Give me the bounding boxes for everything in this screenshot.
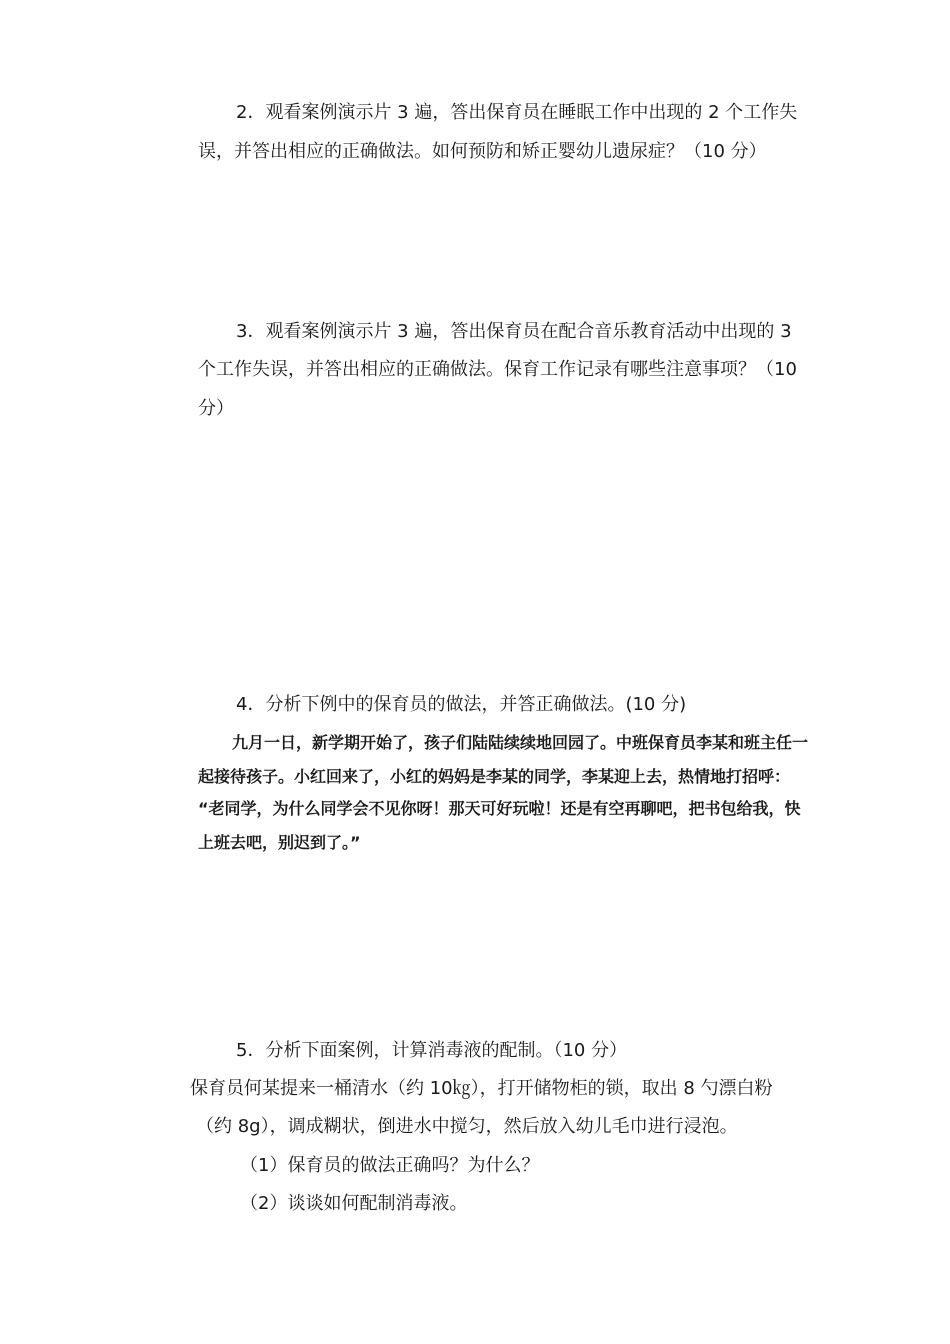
q4-title: 4．分析下例中的保育员的做法，并答正确做法。(10 分) <box>236 694 687 715</box>
q4-case-line2: 起接待孩子。小红回来了，小红的妈妈是李某的同学，李某迎上去，热情地打招呼： <box>198 767 791 786</box>
q5-case-line1: 保育员何某提来一桶清水（约 10㎏），打开储物柜的锁，取出 8 勺漂白粉 <box>190 1078 773 1099</box>
q5-subquestion-1: （1）保育员的做法正确吗？为什么？ <box>240 1155 540 1176</box>
q4-case-line3: “老同学，为什么同学会不见你呀！那天可好玩啦！还是有空再聊吧，把书包给我，快 <box>198 799 801 818</box>
q3-text-line1: 3．观看案例演示片 3 遍，答出保育员在配合音乐教育活动中出现的 3 <box>236 321 792 342</box>
q4-case-line1: 九月一日，新学期开始了，孩子们陆陆续续地回园了。中班保育员李某和班主任一 <box>232 733 809 752</box>
q2-text-line2: 误，并答出相应的正确做法。如何预防和矫正婴幼儿遗尿症？（10 分） <box>198 141 767 162</box>
q3-text-line2: 个工作失误，并答出相应的正确做法。保育工作记录有哪些注意事项？（10 <box>198 359 797 380</box>
q4-case-line4: 上班去吧，别迟到了。” <box>198 833 361 852</box>
q5-title: 5．分析下面案例，计算消毒液的配制。（10 分） <box>236 1040 628 1061</box>
q5-case-line2: （约 8g），调成糊状，倒进水中搅匀，然后放入幼儿毛巾进行浸泡。 <box>196 1116 738 1137</box>
q2-text-line1: 2．观看案例演示片 3 遍，答出保育员在睡眠工作中出现的 2 个工作失 <box>236 102 798 123</box>
q3-text-line3: 分） <box>198 398 234 419</box>
q5-subquestion-2: （2）谈谈如何配制消毒液。 <box>240 1193 468 1214</box>
